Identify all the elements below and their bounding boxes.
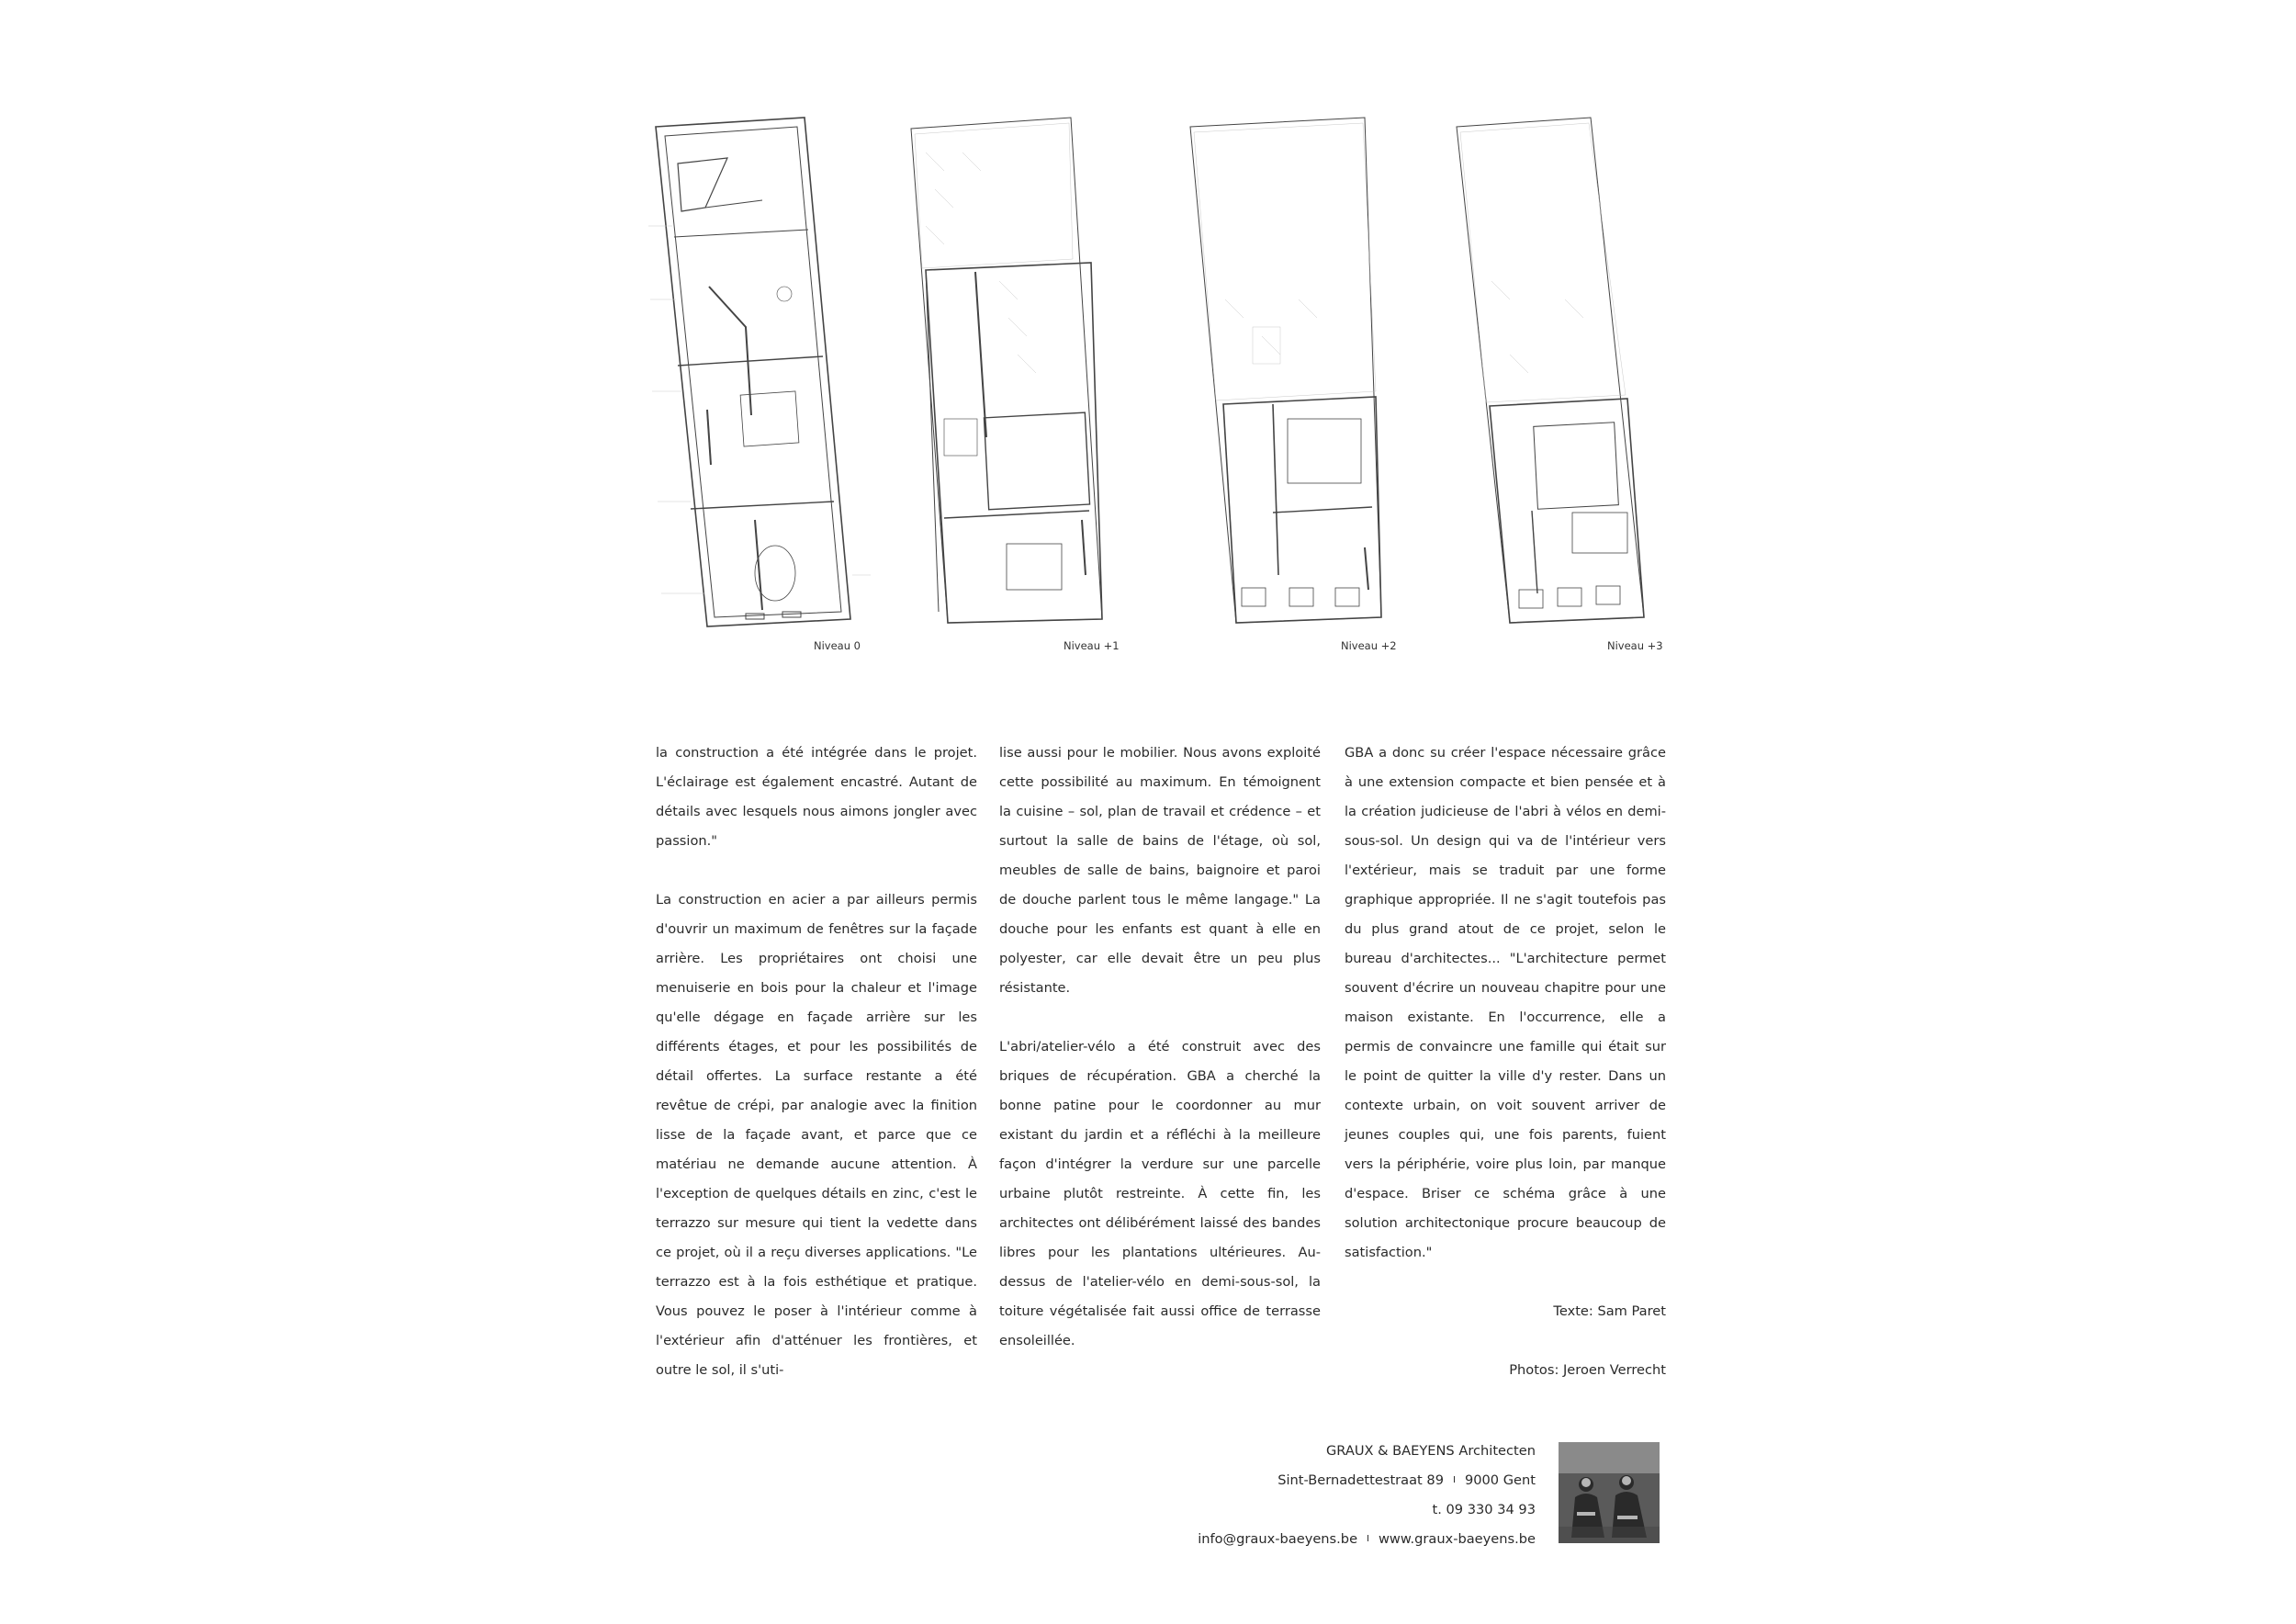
website-link[interactable]: www.graux-baeyens.be	[1379, 1531, 1536, 1547]
separator: I	[1367, 1534, 1369, 1544]
street: Sint-Bernadettestraat 89	[1277, 1472, 1444, 1488]
email-link[interactable]: info@graux-baeyens.be	[1198, 1531, 1358, 1547]
architect-contact	[1198, 1437, 1536, 1554]
paragraph: lise aussi pour le mobilier. Nous avons exploité cette possibilité au maximum. En témoignent la cuisine – sol, plan de travail et crédence – et surtout la salle de bains de l'étage, où sol, meubles de salle de bains, baignoire et paroi de douche parlent tous le même langage." La douche pour les enfants est quant à elle en polyester, car elle devait être un peu plus résistante.	[999, 745, 1321, 996]
separator: I	[1453, 1475, 1456, 1485]
floor-plan-level-2	[1188, 116, 1446, 648]
floor-plan-level-0	[654, 116, 911, 648]
web-line	[1198, 1525, 1536, 1554]
plan-label-level-3: Niveau +3	[1607, 639, 1663, 652]
floor-plan-level-1	[907, 116, 1165, 648]
paragraph: La construction en acier a par ailleurs permis d'ouvrir un maximum de fenêtres sur la façade arrière. Les propriétaires ont choisi une menuiserie en bois pour la chaleur et l'image qu'elle dégage en façade arrière sur les différents étages, et pour les possibilités de détail offertes. La surface restante a été revêtue de crépi, par analogie avec la finition lisse de la façade avant, et parce que ce matériau ne demande aucune attention. À l'exception de quelques détails en zinc, c'est le terrazzo sur mesure qui tient la vedette dans ce projet, où il a reçu diverses applications. "Le terrazzo est à la fois esthétique et pratique. Vous pouvez le poser à l'intérieur comme à l'extérieur afin d'atténuer les frontières, et outre le sol, il s'uti-	[656, 892, 977, 1378]
photo-credit: Photos: Jeroen Verrecht	[1509, 1362, 1666, 1378]
architects-portrait-photo	[1559, 1442, 1660, 1543]
paragraph: GBA a donc su créer l'espace nécessaire grâce à une extension compacte et bien pensée et à la création judicieuse de l'abri à vélos en demi-sous-sol. Un design qui va de l'intérieur vers l'extérieur, mais se traduit par une forme graphique appropriée. Il ne s'agit toutefois pas du plus grand atout de ce projet, selon le bureau d'architectes... "L'architecture permet souvent d'écrire un nouveau chapitre pour une maison existante. En l'occurrence, elle a permis de convaincre une famille qui était sur le point de quitter la ville d'y rester. Dans un contexte urbain, on voit souvent arriver de jeunes couples qui, une fois parents, fuient vers la périphérie, voire plus loin, par manque d'espace. Briser ce schéma grâce à une solution architectonique procure beaucoup de satisfaction."	[1345, 745, 1666, 1260]
phone: t. 09 330 34 93	[1432, 1502, 1536, 1517]
text-column-2	[999, 739, 1321, 1356]
city: 9000 Gent	[1464, 1472, 1536, 1488]
plan-label-level-1: Niveau +1	[1064, 639, 1120, 652]
address-line	[1198, 1466, 1536, 1495]
text-column-3	[1345, 739, 1666, 1385]
floor-plan-level-3	[1455, 116, 1712, 648]
plan-label-level-0: Niveau 0	[814, 639, 861, 652]
paragraph: la construction a été intégrée dans le projet. L'éclairage est également encastré. Autant de détails avec lesquels nous aimons jongler avec passion."	[656, 745, 977, 849]
paragraph: L'abri/atelier-vélo a été construit avec des briques de récupération. GBA a cherché la bonne patine pour le coordonner au mur existant du jardin et a réfléchi à la meilleure façon d'intégrer la verdure sur une parcelle urbaine plutôt restreinte. À cette fin, les architectes ont délibérément laissé des bandes libres pour les plantations ultérieures. Au-dessus de l'atelier-vélo en demi-sous-sol, la toiture végétalisée fait aussi office de terrasse ensoleillée.	[999, 1039, 1321, 1348]
text-credit: Texte: Sam Paret	[1553, 1303, 1666, 1319]
plan-label-level-2: Niveau +2	[1341, 639, 1397, 652]
text-column-1	[656, 739, 977, 1385]
firm-name: GRAUX & BAEYENS Architecten	[1325, 1443, 1536, 1459]
credits	[1345, 1297, 1666, 1385]
